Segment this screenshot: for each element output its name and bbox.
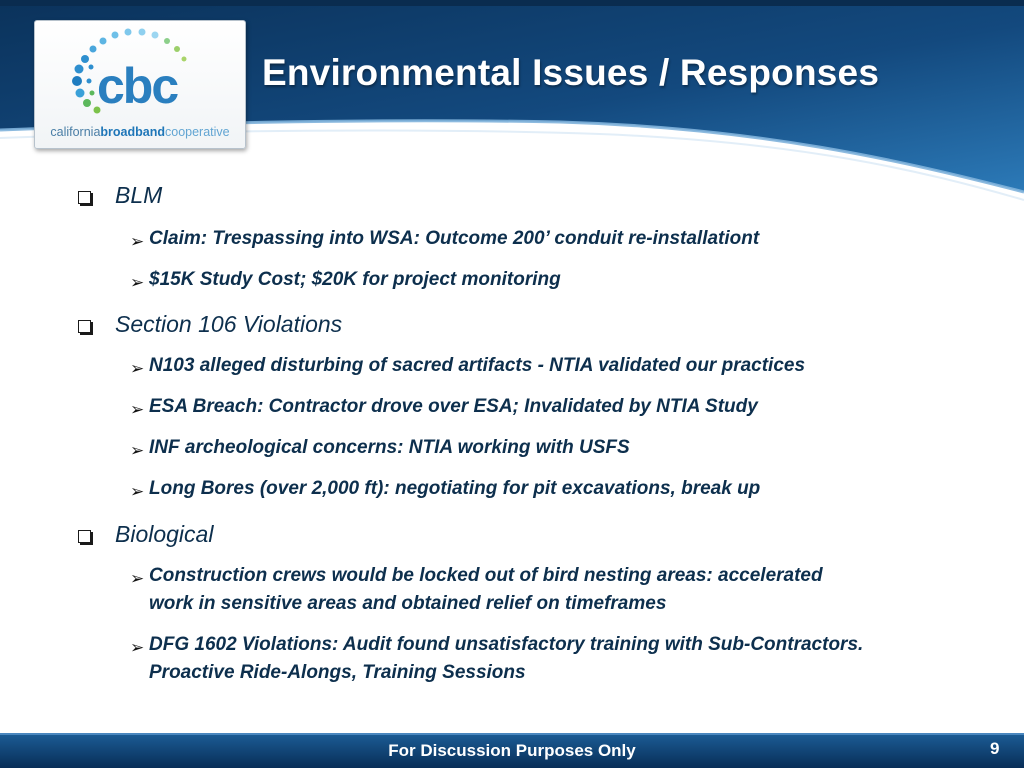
top-border bbox=[0, 0, 1024, 6]
logo-tagline-broadband: broadband bbox=[100, 125, 165, 139]
list-item bbox=[130, 631, 870, 687]
checkbox-square-icon bbox=[78, 530, 91, 543]
page-number: 9 bbox=[990, 739, 1000, 758]
arrow-right-icon: ➢ bbox=[130, 638, 145, 657]
list-item bbox=[130, 225, 960, 253]
list-item bbox=[130, 434, 960, 462]
arrow-right-icon: ➢ bbox=[130, 400, 145, 419]
list-item-text: DFG 1602 Violations: Audit found unsatisfactory training with Sub-Contractors. Proactive Ride-Alongs, Training Sessions bbox=[149, 634, 864, 683]
logo-mark-text: cbc bbox=[97, 58, 178, 114]
checkbox-square-icon bbox=[78, 191, 91, 204]
arrow-right-icon: ➢ bbox=[130, 569, 145, 588]
list-item-text: Construction crews would be locked out of bird nesting areas: accelerated work in sensitive areas and obtained relief on timeframes bbox=[149, 565, 823, 614]
section-heading-text: Section 106 Violations bbox=[115, 311, 343, 337]
arrow-right-icon: ➢ bbox=[130, 482, 145, 501]
list-item bbox=[130, 475, 960, 503]
list-item-text: Claim: Trespassing into WSA: Outcome 200’ conduit re-installationt bbox=[149, 228, 760, 249]
section-heading-blm bbox=[78, 182, 162, 209]
list-item bbox=[130, 266, 960, 294]
logo-tagline-cooperative: cooperative bbox=[165, 125, 230, 139]
footer-bar bbox=[0, 733, 1024, 768]
section-heading-section-106 bbox=[78, 311, 342, 338]
list-item-text: INF archeological concerns: NTIA working with USFS bbox=[149, 437, 630, 458]
logo-tagline bbox=[35, 125, 245, 139]
cbc-logo-mark bbox=[55, 23, 225, 127]
arrow-right-icon: ➢ bbox=[130, 441, 145, 460]
slide-title: Environmental Issues / Responses bbox=[262, 52, 880, 93]
checkbox-square-icon bbox=[78, 320, 91, 333]
list-item-text: N103 alleged disturbing of sacred artifacts - NTIA validated our practices bbox=[149, 355, 806, 376]
arrow-right-icon: ➢ bbox=[130, 273, 145, 292]
arrow-right-icon: ➢ bbox=[130, 232, 145, 251]
section-heading-text: Biological bbox=[115, 521, 214, 547]
logo-tagline-california: california bbox=[50, 125, 101, 139]
list-item-text: Long Bores (over 2,000 ft): negotiating for pit excavations, break up bbox=[149, 478, 761, 499]
arrow-right-icon: ➢ bbox=[130, 359, 145, 378]
list-item bbox=[130, 393, 960, 421]
list-item-text: ESA Breach: Contractor drove over ESA; Invalidated by NTIA Study bbox=[149, 396, 758, 417]
list-item bbox=[130, 562, 870, 618]
list-item-text: $15K Study Cost; $20K for project monitoring bbox=[149, 269, 561, 290]
footer-text: For Discussion Purposes Only bbox=[388, 741, 636, 760]
section-heading-text: BLM bbox=[115, 182, 163, 208]
footer-highlight bbox=[0, 733, 1024, 735]
section-heading-biological bbox=[78, 521, 213, 548]
company-logo bbox=[34, 20, 246, 149]
list-item bbox=[130, 352, 960, 380]
